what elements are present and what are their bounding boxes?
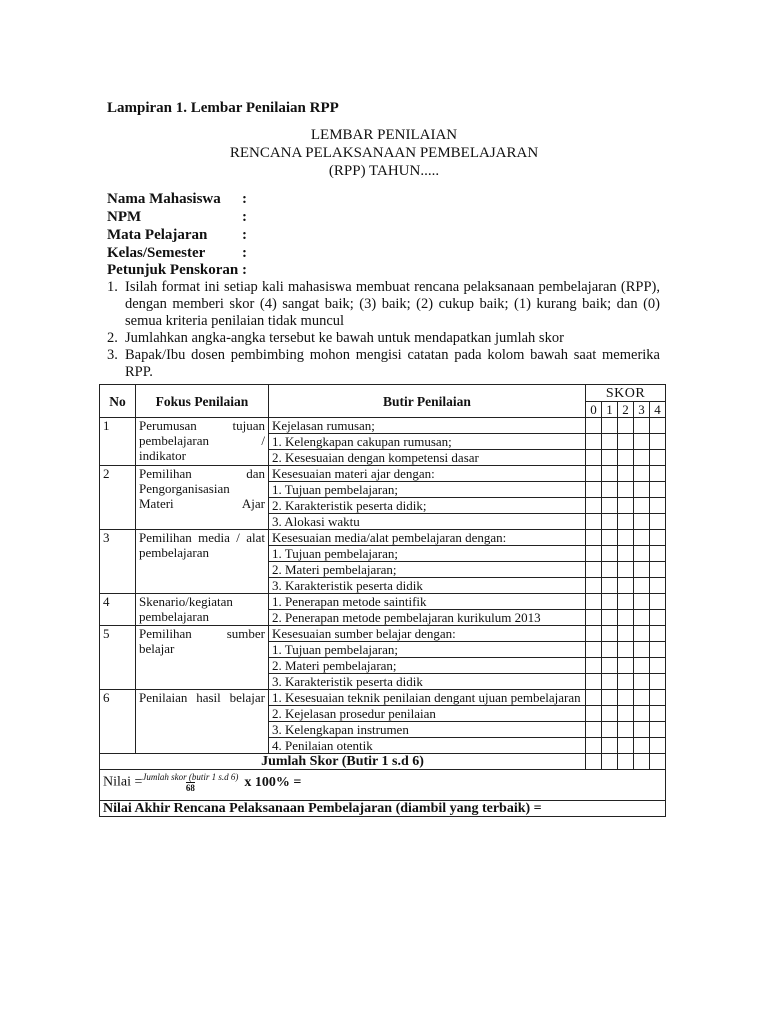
table-row	[100, 690, 666, 706]
score-cell-1[interactable]	[602, 434, 618, 450]
header-score-3: 3	[634, 402, 650, 418]
assessment-table	[99, 384, 666, 817]
assessment-item: 1. Kesesuaian teknik penilaian dengant ujuan pembelajaran	[269, 690, 586, 706]
table-row	[100, 418, 666, 434]
score-cell-4[interactable]	[650, 466, 666, 482]
assessment-item: 2. Materi pembelajaran;	[269, 562, 586, 578]
section-focus: Pemilihan sumber belajar	[136, 626, 269, 690]
score-cell-3[interactable]	[634, 498, 650, 514]
score-cell-3[interactable]	[634, 594, 650, 610]
score-cell-2[interactable]	[618, 642, 634, 658]
assessment-item: 1. Penerapan metode saintifik	[269, 594, 586, 610]
total-score-cell-3[interactable]	[634, 754, 650, 770]
score-cell-4[interactable]	[650, 498, 666, 514]
identity-colon: :	[242, 227, 247, 243]
assessment-item: 2. Kesesuaian dengan kompetensi dasar	[269, 450, 586, 466]
assessment-item: 1. Tujuan pembelajaran;	[269, 482, 586, 498]
score-cell-0[interactable]	[586, 738, 602, 754]
score-cell-1[interactable]	[602, 594, 618, 610]
score-cell-3[interactable]	[634, 722, 650, 738]
score-cell-1[interactable]	[602, 642, 618, 658]
identity-row-class	[107, 244, 252, 262]
total-score-cell-2[interactable]	[618, 754, 634, 770]
score-cell-1[interactable]	[602, 466, 618, 482]
score-cell-0[interactable]	[586, 450, 602, 466]
grade-formula	[100, 770, 666, 801]
identity-label: Nama Mahasiswa	[107, 191, 221, 207]
header-skor: SKOR	[586, 385, 666, 402]
score-cell-0[interactable]	[586, 514, 602, 530]
score-cell-2[interactable]	[618, 418, 634, 434]
section-focus: Penilaian hasil belajar	[136, 690, 269, 754]
title-line-3: (RPP) TAHUN.....	[328, 163, 440, 179]
score-cell-1[interactable]	[602, 626, 618, 642]
score-cell-4[interactable]	[650, 418, 666, 434]
header-butir: Butir Penilaian	[269, 385, 586, 418]
score-cell-4[interactable]	[650, 626, 666, 642]
instruction-text: Bapak/Ibu dosen pembimbing mohon mengisi catatan pada kolom bawah saat memerika RPP.	[125, 347, 660, 380]
score-cell-0[interactable]	[586, 466, 602, 482]
identity-row-name	[107, 190, 252, 208]
score-cell-0[interactable]	[586, 658, 602, 674]
score-cell-4[interactable]	[650, 578, 666, 594]
assessment-item: 1. Tujuan pembelajaran;	[269, 546, 586, 562]
assessment-item: 3. Alokasi waktu	[269, 514, 586, 530]
score-cell-2[interactable]	[618, 498, 634, 514]
score-cell-2[interactable]	[618, 594, 634, 610]
header-score-1: 1	[602, 402, 618, 418]
section-number: 2	[100, 466, 136, 530]
total-score-label: Jumlah Skor (Butir 1 s.d 6)	[100, 754, 586, 770]
identity-label: Kelas/Semester	[107, 245, 206, 261]
score-cell-3[interactable]	[634, 530, 650, 546]
assessment-item: 2. Penerapan metode pembelajaran kurikulum 2013	[269, 610, 586, 626]
score-cell-3[interactable]	[634, 738, 650, 754]
assessment-item: 2. Karakteristik peserta didik;	[269, 498, 586, 514]
score-cell-0[interactable]	[586, 498, 602, 514]
header-score-2: 2	[618, 402, 634, 418]
section-number: 4	[100, 594, 136, 626]
grade-formula-row	[100, 770, 666, 801]
score-cell-2[interactable]	[618, 482, 634, 498]
score-cell-0[interactable]	[586, 674, 602, 690]
score-cell-4[interactable]	[650, 738, 666, 754]
score-cell-2[interactable]	[618, 674, 634, 690]
score-cell-1[interactable]	[602, 450, 618, 466]
section-number: 5	[100, 626, 136, 690]
document-title	[0, 126, 768, 180]
score-cell-1[interactable]	[602, 562, 618, 578]
assessment-item: 3. Karakteristik peserta didik	[269, 578, 586, 594]
score-cell-4[interactable]	[650, 706, 666, 722]
score-cell-1[interactable]	[602, 498, 618, 514]
instruction-number: 3.	[107, 347, 118, 363]
score-cell-0[interactable]	[586, 530, 602, 546]
score-cell-3[interactable]	[634, 578, 650, 594]
instruction-text: Jumlahkan angka-angka tersebut ke bawah untuk mendapatkan jumlah skor	[125, 330, 564, 346]
score-cell-0[interactable]	[586, 706, 602, 722]
section-focus: Pemilihan media / alat pembelajaran	[136, 530, 269, 594]
score-cell-1[interactable]	[602, 674, 618, 690]
score-cell-4[interactable]	[650, 546, 666, 562]
score-cell-3[interactable]	[634, 658, 650, 674]
header-score-0: 0	[586, 402, 602, 418]
score-cell-1[interactable]	[602, 418, 618, 434]
section-focus: Perumusan tujuan pembelajaran / indikator	[136, 418, 269, 466]
identity-colon: :	[242, 245, 247, 261]
final-grade-label: Nilai Akhir Rencana Pelaksanaan Pembelajaran (diambil yang terbaik) =	[100, 801, 666, 817]
section-number: 1	[100, 418, 136, 466]
header-fokus: Fokus Penilaian	[136, 385, 269, 418]
score-cell-3[interactable]	[634, 450, 650, 466]
table-row	[100, 626, 666, 642]
score-cell-2[interactable]	[618, 466, 634, 482]
score-cell-2[interactable]	[618, 722, 634, 738]
table-row	[100, 530, 666, 546]
student-identity	[107, 190, 252, 262]
assessment-item: 2. Kejelasan prosedur penilaian	[269, 706, 586, 722]
assessment-item: Kesesuaian media/alat pembelajaran dengan:	[269, 530, 586, 546]
score-cell-4[interactable]	[650, 674, 666, 690]
instruction-number: 2.	[107, 330, 118, 346]
score-cell-4[interactable]	[650, 514, 666, 530]
score-cell-0[interactable]	[586, 546, 602, 562]
section-number: 3	[100, 530, 136, 594]
assessment-item: 4. Penilaian otentik	[269, 738, 586, 754]
grade-fraction	[142, 772, 238, 793]
score-cell-2[interactable]	[618, 546, 634, 562]
score-cell-1[interactable]	[602, 530, 618, 546]
score-cell-3[interactable]	[634, 546, 650, 562]
score-cell-3[interactable]	[634, 418, 650, 434]
score-cell-2[interactable]	[618, 434, 634, 450]
score-cell-2[interactable]	[618, 610, 634, 626]
total-score-cell-4[interactable]	[650, 754, 666, 770]
score-cell-4[interactable]	[650, 530, 666, 546]
score-cell-0[interactable]	[586, 626, 602, 642]
score-cell-0[interactable]	[586, 482, 602, 498]
score-cell-3[interactable]	[634, 562, 650, 578]
assessment-table-body	[100, 418, 666, 817]
assessment-item: 1. Tujuan pembelajaran;	[269, 642, 586, 658]
score-cell-3[interactable]	[634, 642, 650, 658]
score-cell-3[interactable]	[634, 626, 650, 642]
score-cell-2[interactable]	[618, 530, 634, 546]
scoring-instructions-title: Petunjuk Penskoran :	[107, 262, 248, 278]
identity-label: Mata Pelajaran	[107, 227, 208, 243]
instruction-item	[107, 279, 660, 330]
score-cell-1[interactable]	[602, 514, 618, 530]
score-cell-1[interactable]	[602, 482, 618, 498]
score-cell-1[interactable]	[602, 690, 618, 706]
score-cell-0[interactable]	[586, 418, 602, 434]
fraction-denominator: 68	[185, 783, 195, 793]
score-cell-2[interactable]	[618, 450, 634, 466]
score-cell-3[interactable]	[634, 690, 650, 706]
score-cell-1[interactable]	[602, 722, 618, 738]
score-cell-0[interactable]	[586, 562, 602, 578]
score-cell-1[interactable]	[602, 658, 618, 674]
score-cell-1[interactable]	[602, 578, 618, 594]
total-score-row	[100, 754, 666, 770]
score-cell-0[interactable]	[586, 722, 602, 738]
score-cell-2[interactable]	[618, 514, 634, 530]
assessment-item: 1. Kelengkapan cakupan rumusan;	[269, 434, 586, 450]
identity-colon: :	[242, 209, 247, 225]
score-cell-2[interactable]	[618, 738, 634, 754]
assessment-item: Kesesuaian sumber belajar dengan:	[269, 626, 586, 642]
instruction-item	[107, 347, 660, 381]
table-row	[100, 466, 666, 482]
assessment-item: 3. Karakteristik peserta didik	[269, 674, 586, 690]
score-cell-0[interactable]	[586, 434, 602, 450]
score-cell-2[interactable]	[618, 626, 634, 642]
score-cell-3[interactable]	[634, 706, 650, 722]
score-cell-0[interactable]	[586, 642, 602, 658]
instruction-number: 1.	[107, 279, 118, 295]
total-score-cell-1[interactable]	[602, 754, 618, 770]
score-cell-4[interactable]	[650, 658, 666, 674]
score-cell-0[interactable]	[586, 610, 602, 626]
score-cell-0[interactable]	[586, 578, 602, 594]
grade-suffix: x 100% =	[244, 774, 302, 790]
identity-row-npm	[107, 208, 252, 226]
score-cell-3[interactable]	[634, 514, 650, 530]
score-cell-2[interactable]	[618, 706, 634, 722]
score-cell-3[interactable]	[634, 434, 650, 450]
score-cell-2[interactable]	[618, 562, 634, 578]
assessment-item: 2. Materi pembelajaran;	[269, 658, 586, 674]
section-focus: Skenario/kegiatan pembelajaran	[136, 594, 269, 626]
total-score-cell-0[interactable]	[586, 754, 602, 770]
score-cell-1[interactable]	[602, 706, 618, 722]
score-cell-4[interactable]	[650, 594, 666, 610]
score-cell-3[interactable]	[634, 482, 650, 498]
score-cell-1[interactable]	[602, 610, 618, 626]
header-no: No	[100, 385, 136, 418]
section-number: 6	[100, 690, 136, 754]
score-cell-4[interactable]	[650, 610, 666, 626]
score-cell-2[interactable]	[618, 658, 634, 674]
score-cell-4[interactable]	[650, 690, 666, 706]
score-cell-4[interactable]	[650, 722, 666, 738]
score-cell-0[interactable]	[586, 690, 602, 706]
assessment-item: Kesesuaian materi ajar dengan:	[269, 466, 586, 482]
identity-label: NPM	[107, 209, 142, 225]
scoring-instructions	[107, 279, 660, 381]
score-cell-4[interactable]	[650, 562, 666, 578]
score-cell-4[interactable]	[650, 434, 666, 450]
fraction-numerator: Jumlah skor (butir 1 s.d 6)	[142, 772, 239, 782]
title-line-1: LEMBAR PENILAIAN	[310, 127, 458, 143]
score-cell-3[interactable]	[634, 466, 650, 482]
score-cell-4[interactable]	[650, 450, 666, 466]
score-cell-2[interactable]	[618, 578, 634, 594]
score-cell-3[interactable]	[634, 610, 650, 626]
header-score-4: 4	[650, 402, 666, 418]
score-cell-2[interactable]	[618, 690, 634, 706]
section-focus: Pemilihan dan Pengorganisasian Materi Ajar	[136, 466, 269, 530]
instruction-item	[107, 330, 660, 347]
final-grade-row	[100, 801, 666, 817]
appendix-label: Lampiran 1. Lembar Penilaian RPP	[107, 100, 339, 116]
score-cell-4[interactable]	[650, 482, 666, 498]
table-row	[100, 594, 666, 610]
assessment-item: Kejelasan rumusan;	[269, 418, 586, 434]
assessment-item: 3. Kelengkapan instrumen	[269, 722, 586, 738]
score-cell-4[interactable]	[650, 642, 666, 658]
score-cell-3[interactable]	[634, 674, 650, 690]
identity-row-subject	[107, 226, 252, 244]
instruction-text: Isilah format ini setiap kali mahasiswa membuat rencana pelaksanaan pembelajaran (RPP), dengan memberi skor (4) sangat baik; (3) baik; (2) cukup baik; (1) kurang baik; dan (0) semua kriteria penilaian tidak muncul	[125, 279, 660, 329]
score-cell-1[interactable]	[602, 546, 618, 562]
score-cell-0[interactable]	[586, 594, 602, 610]
identity-colon: :	[242, 191, 247, 207]
score-cell-1[interactable]	[602, 738, 618, 754]
title-line-2: RENCANA PELAKSANAAN PEMBELAJARAN	[229, 145, 539, 161]
grade-prefix: Nilai =	[103, 774, 143, 790]
